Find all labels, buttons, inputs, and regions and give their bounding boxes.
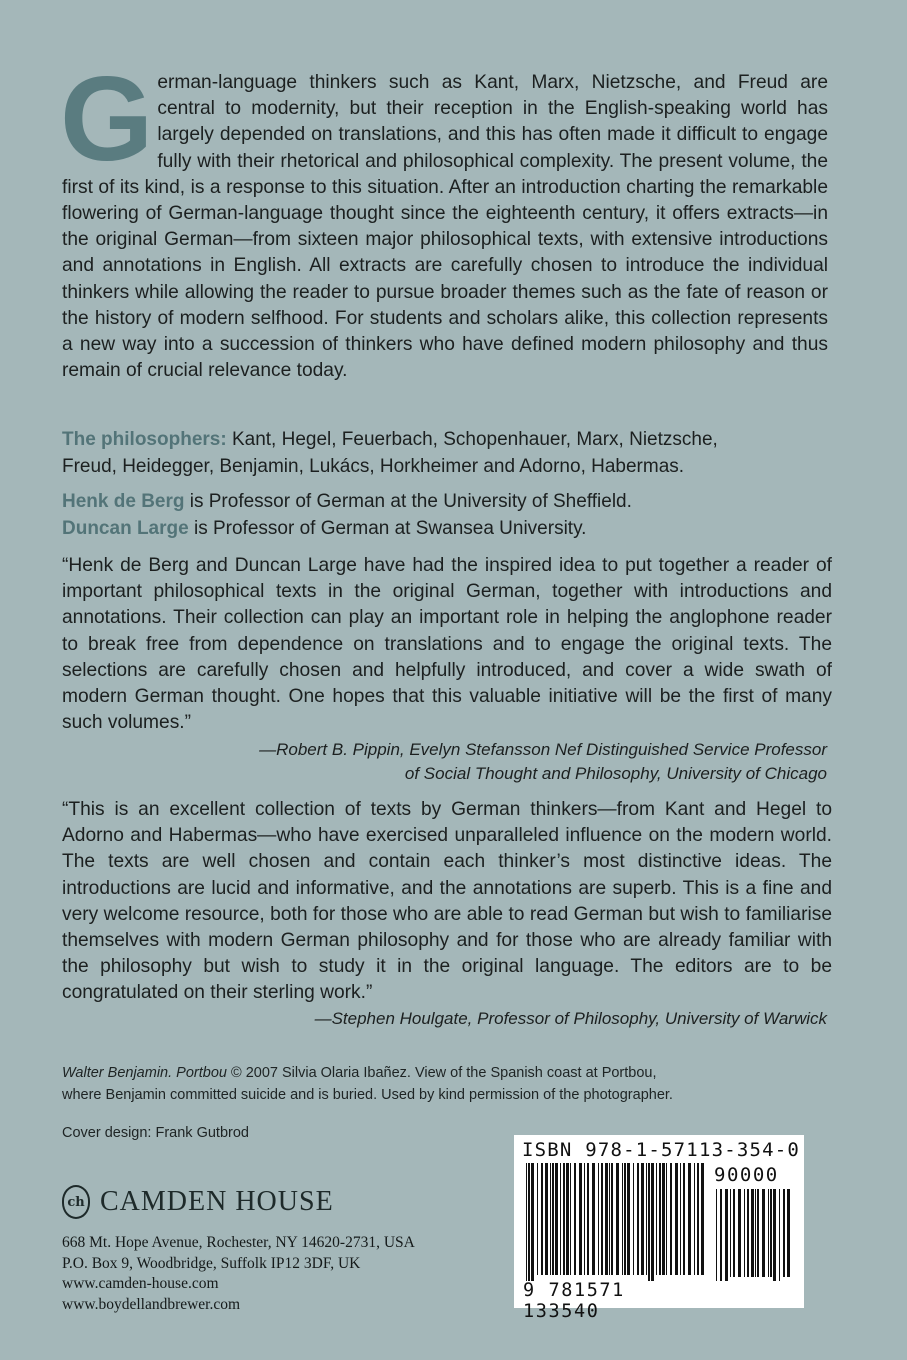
publisher-logo [62,1181,334,1223]
endorsement-quote: “This is an excellent collection of texts by German thinkers—from Kant and Hegel to Adorno and Habermas—who have exercised unparalleled influence on the modern world. The texts are well chosen and contain each thinker’s most distinctive ideas. The introductions are lucid and informative, and the annotations are superb. This is a fine and very welcome resource, both for those who are able to read German but wish to familiarise themselves with modern German philosophy and for those who are already familiar with the philosophy but wish to study it in the original language. The editors are to be congratulated on their sterling work.” [62,799,832,1004]
editor-name: Duncan Large [62,518,189,539]
photo-title: Walter Benjamin. Portbou [62,1065,227,1081]
philosophers-list [62,426,832,480]
addon-barcode-bars [714,1189,794,1281]
endorsement-attribution [62,1007,827,1031]
philosophers-line2: Freud, Heidegger, Benjamin, Lukács, Horkheimer and Adorno, Habermas. [62,456,685,477]
address-line: P.O. Box 9, Woodbridge, Suffolk IP12 3DF, UK [62,1254,361,1272]
camden-house-icon: ch [62,1185,90,1219]
endorsement-attribution [62,738,827,786]
description-text: erman-language thinkers such as Kant, Marx, Nietzsche, and Freud are central to modernity, but their reception in the English-speaking world has largely depended on translations, and this has often made it difficult to engage fully with their rhetorical and philosophical complexity. The present volume, the first of its kind, is a response to this situation. After an introduction charting the remarkable flowering of German-language thought since the eighteenth century, it offers extracts—in the original German—from sixteen major philosophical texts, with extensive introductions and annotations in English. All extracts are carefully chosen to introduce the individual thinkers while allowing the reader to pursue broader themes such as the fate of reason or the history of modern selfhood. For students and scholars alike, this collection represents a new way into a succession of thinkers who have defined modern philosophy and thus remain of crucial relevance today. [62,72,828,382]
cover-design-credit: Cover design: Frank Gutbrod [62,1125,249,1141]
attribution-line: —Robert B. Pippin, Evelyn Stefansson Nef Distinguished Service Professor [259,740,827,759]
editors-bio [62,488,832,542]
publisher-address [62,1233,415,1315]
address-line: 668 Mt. Hope Avenue, Rochester, NY 14620-2731, USA [62,1234,415,1251]
attribution-line: —Stephen Houlgate, Professor of Philosophy, University of Warwick [314,1009,827,1028]
website-link: www.boydellandbrewer.com [62,1295,241,1313]
drop-cap: G [60,52,154,186]
website-link: www.camden-house.com [62,1275,219,1292]
photo-credit [62,1062,673,1106]
barcode-digits: 9 781571 133540 [523,1280,625,1322]
editor-role: is Professor of German at the University of Sheffield. [184,491,632,512]
isbn-label: ISBN 978-1-57113-354-0 [522,1139,801,1161]
editor-name: Henk de Berg [62,491,185,512]
editor-role: is Professor of German at Swansea University. [188,518,587,539]
endorsement-quote: “Henk de Berg and Duncan Large have had the inspired idea to put together a reader of important philosophical texts in the original German, together with introductions and annotations. Their collection can play an important role in helping the anglophone reader to break free from dependence on translations and to engage the original texts. The selections are carefully chosen and helpfully introduced, and cover a wide swath of modern German thought. One hopes that this valuable initiative will be the first of many such volumes.” [62,555,832,734]
photo-credit-text: where Benjamin committed suicide and is buried. Used by kind permission of the photographer. [62,1087,673,1103]
photo-credit-text: © 2007 Silvia Olaria Ibañez. View of the Spanish coast at Portbou, [226,1065,657,1081]
philosophers-label: The philosophers: [62,429,227,450]
price-addon-number: 90000 [714,1164,779,1186]
description-paragraph [60,52,828,384]
attribution-line: of Social Thought and Philosophy, University of Chicago [404,764,827,783]
ean-barcode-bars [524,1163,708,1281]
barcode-box [514,1135,804,1322]
philosophers-line1: Kant, Hegel, Feuerbach, Schopenhauer, Marx, Nietzsche, [226,429,718,450]
publisher-name: CAMDEN HOUSE [100,1186,334,1217]
